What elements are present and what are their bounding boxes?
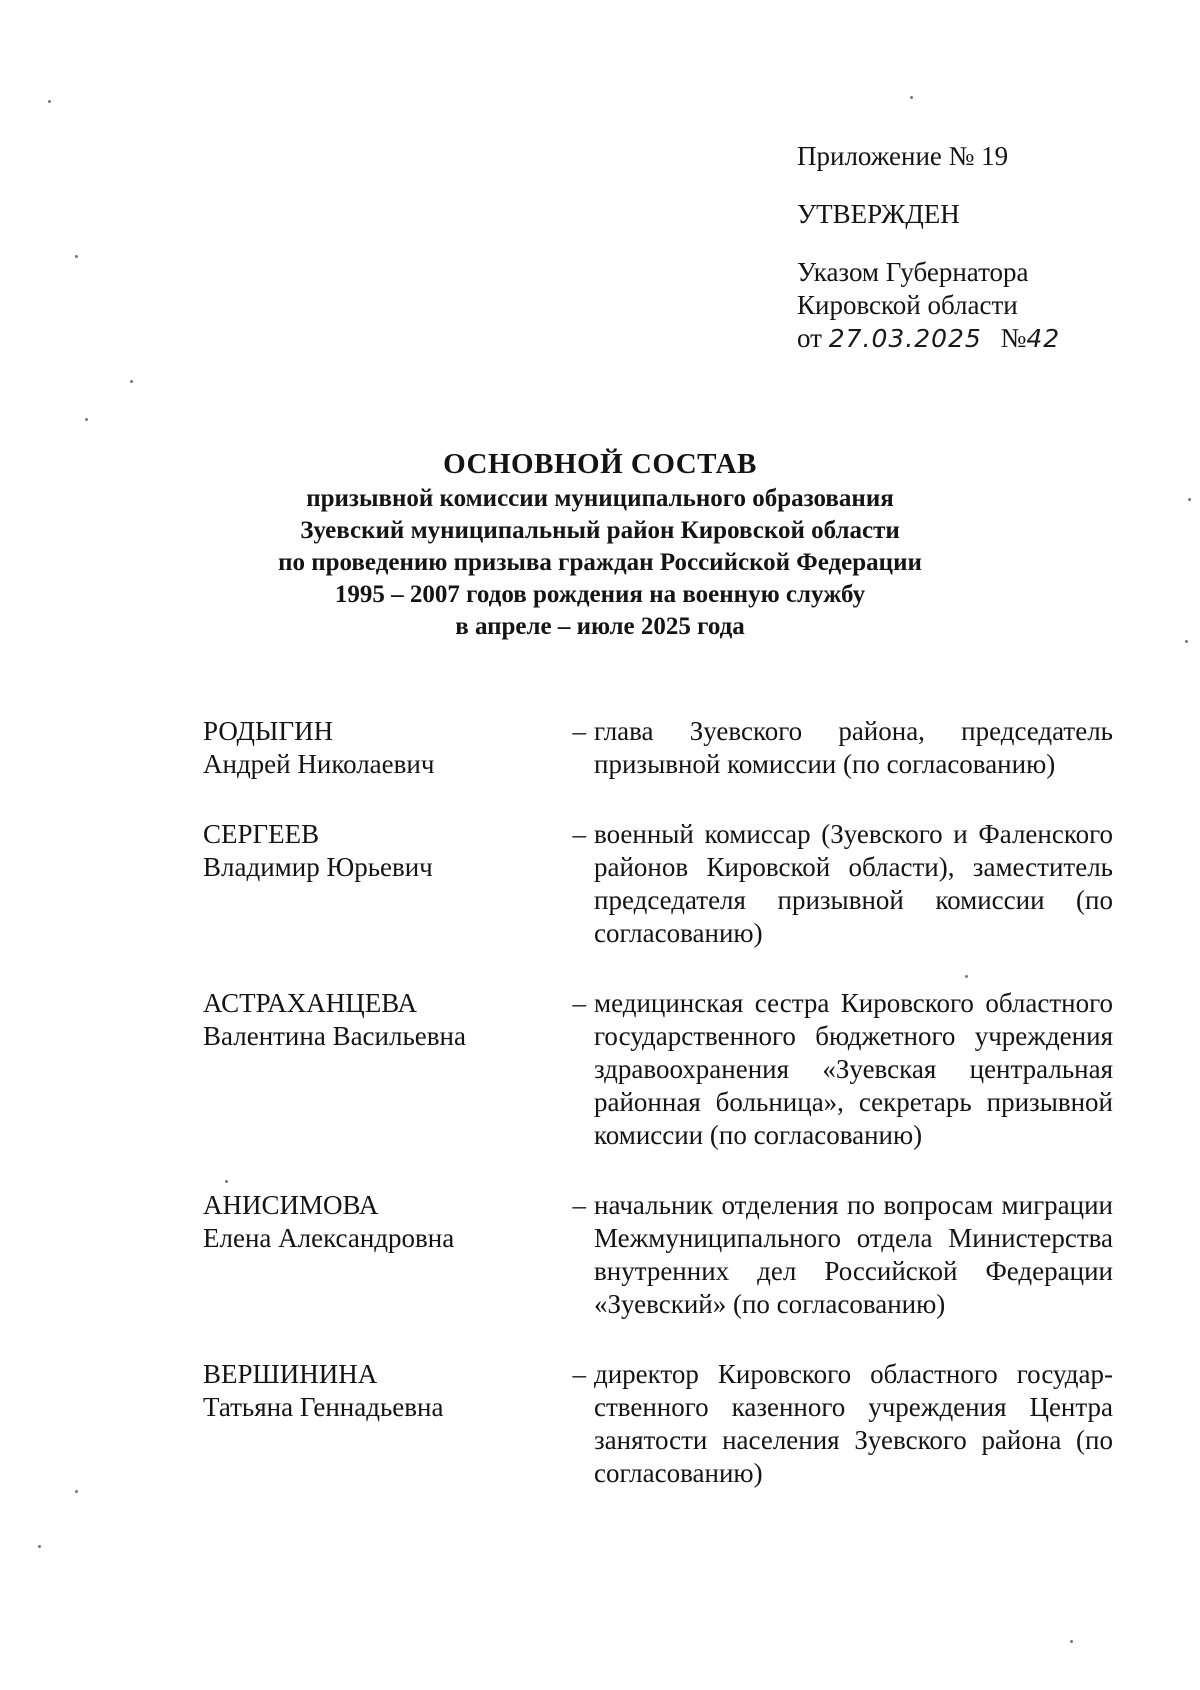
- appendix-label: Приложение № 19: [797, 141, 1009, 171]
- scan-speck: [965, 975, 968, 978]
- member-given-name: Валентина Васильевна: [203, 1021, 466, 1051]
- member-entry: [203, 987, 1113, 1152]
- member-surname: ВЕРШИНИНА: [203, 1359, 378, 1389]
- members-list: [203, 715, 1113, 1490]
- member-surname: СЕРГЕЕВ: [203, 819, 320, 849]
- member-dash: –: [572, 1359, 586, 1389]
- member-given-name: Владимир Юрьевич: [203, 852, 433, 882]
- title-main: ОСНОВНОЙ СОСТАВ: [443, 448, 757, 480]
- member-surname: АНИСИМОВА: [203, 1190, 379, 1220]
- decree-issuer-line1: Указом Губернатора: [797, 257, 1029, 287]
- scan-speck: [75, 255, 78, 258]
- number-prefix: №: [1000, 323, 1027, 353]
- title-line: Зуевский муниципальный район Кировской области: [300, 517, 900, 544]
- date-prefix: от: [797, 323, 822, 353]
- member-dash: –: [572, 819, 586, 849]
- member-entry: [203, 1358, 1113, 1490]
- title-line: 1995 – 2007 годов рождения на военную службу: [334, 581, 866, 608]
- scan-speck: [38, 1545, 41, 1548]
- decree-issuer-line2: Кировской области: [797, 290, 1018, 320]
- member-name: [203, 1358, 553, 1424]
- scan-speck: [1185, 640, 1188, 643]
- scan-speck: [910, 96, 913, 99]
- member-entry: [203, 1189, 1113, 1321]
- member-name: [203, 818, 553, 884]
- member-given-name: Андрей Николаевич: [203, 749, 435, 779]
- member-name: [203, 1189, 553, 1255]
- approved-label: УТВЕРЖДЕН: [797, 199, 960, 229]
- scan-speck: [85, 418, 88, 421]
- handwritten-number: 42: [1026, 324, 1061, 353]
- member-dash: –: [572, 716, 586, 746]
- scan-speck: [225, 1180, 228, 1183]
- title-line: по проведению призыва граждан Российской Федерации: [278, 549, 922, 576]
- scan-speck: [130, 380, 133, 383]
- member-entry: [203, 715, 1113, 781]
- member-dash: –: [572, 988, 586, 1018]
- scan-speck: [48, 100, 51, 103]
- scan-speck: [75, 1490, 78, 1493]
- member-role: глава Зуевского района, председатель призывной комиссии (по согласованию): [594, 716, 1113, 779]
- approval-block: [797, 140, 1127, 355]
- member-given-name: Елена Александровна: [203, 1223, 455, 1253]
- member-name: [203, 987, 553, 1053]
- title-line: призывной комиссии муниципального образования: [306, 485, 894, 512]
- title-line: в апреле – июле 2025 года: [455, 613, 745, 640]
- member-dash: –: [572, 1190, 586, 1220]
- member-role: военный комиссар (Зуевского и Фаленского районов Кировской области), заместитель председателя призывной комиссии (по согласованию): [594, 819, 1113, 948]
- member-surname: АСТРАХАНЦЕВА: [203, 988, 418, 1018]
- member-name: [203, 715, 553, 781]
- document-title: [150, 445, 1050, 643]
- handwritten-date: 27.03.2025: [828, 324, 982, 353]
- member-role: директор Кировского областного государственного казенного учреждения Центра занятости населения Зуевского района (по согласованию): [594, 1359, 1113, 1488]
- decree-date-line: [797, 322, 1127, 355]
- scan-speck: [1070, 1640, 1073, 1643]
- member-role: начальник отделения по вопросам миграции Межмуниципального отдела Министерства внутренних дел Российской Федерации «Зуевский» (по согласованию): [594, 1190, 1113, 1319]
- scan-speck: [1188, 498, 1191, 501]
- member-surname: РОДЫГИН: [203, 716, 334, 746]
- member-role: медицинская сестра Кировского областного государственного бюджетного учреждения здравоохранения «Зуевская центральная районная больница», секретарь призывной комиссии (по согласованию): [594, 988, 1113, 1150]
- member-given-name: Татьяна Геннадьевна: [203, 1392, 444, 1422]
- member-entry: [203, 818, 1113, 950]
